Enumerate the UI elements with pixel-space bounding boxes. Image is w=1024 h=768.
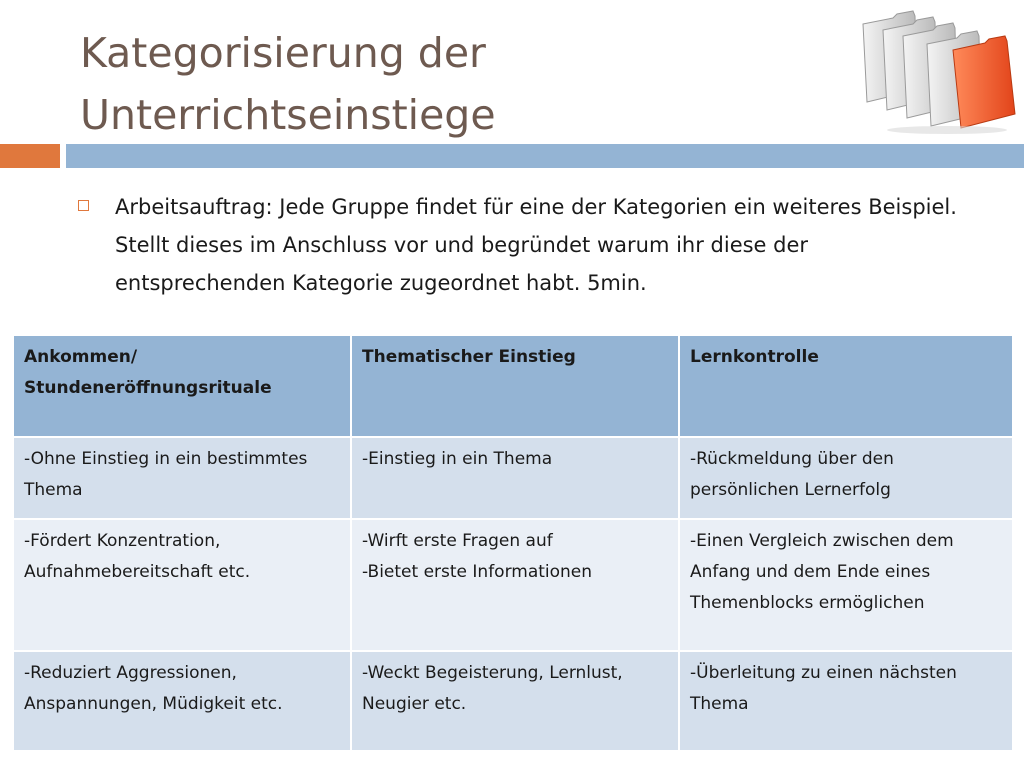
cell-line: -Wirft erste Fragen auf: [362, 531, 553, 551]
table-cell: [351, 437, 679, 519]
cell-line: -Reduziert Aggressionen, Anspannungen, Müdigkeit etc.: [24, 663, 283, 714]
bullet-item: [78, 188, 958, 302]
cell-line: -Einen Vergleich zwischen dem Anfang und dem Ende eines Themenblocks ermöglichen: [690, 531, 954, 613]
slide-title: Kategorisierung der Unterrichtseinstiege: [80, 29, 496, 139]
cell-line: -Bietet erste Informationen: [362, 562, 593, 582]
table-row: [13, 437, 1013, 519]
header-thematischer-einstieg: Thematischer Einstieg: [351, 335, 679, 437]
table-row: [13, 519, 1013, 651]
table-row: [13, 651, 1013, 751]
title-rule: [66, 144, 1024, 168]
cell-line: -Weckt Begeisterung, Lernlust, Neugier etc.: [362, 663, 623, 714]
table-header-row: [13, 335, 1013, 437]
cell-line: -Rückmeldung über den persönlichen Lernerfolg: [690, 449, 894, 500]
cell-line: -Einstieg in ein Thema: [362, 449, 553, 469]
cell-line: -Fördert Konzentration, Aufnahmebereitschaft etc.: [24, 531, 251, 582]
accent-bar: [0, 144, 60, 168]
header-ankommen: Ankommen/ Stundeneröffnungsrituale: [13, 335, 351, 437]
bullet-text: Arbeitsauftrag: Jede Gruppe findet für eine der Kategorien ein weiteres Beispiel. Stellt dieses im Anschluss vor und begründet warum ihr diese der entsprechenden Kategorie zugeordnet habt. 5min.: [115, 195, 957, 295]
table-cell: [13, 437, 351, 519]
table-cell: [679, 651, 1013, 751]
table-cell: [351, 651, 679, 751]
category-table: [12, 334, 1014, 752]
square-bullet-icon: [78, 200, 89, 211]
table-cell: [679, 519, 1013, 651]
cell-line: -Überleitung zu einen nächsten Thema: [690, 663, 957, 714]
table-cell: [13, 651, 351, 751]
folders-icon: [855, 10, 1020, 135]
cell-line: -Ohne Einstieg in ein bestimmtes Thema: [24, 449, 308, 500]
table-cell: [679, 437, 1013, 519]
table-cell: [351, 519, 679, 651]
table-cell: [13, 519, 351, 651]
header-lernkontrolle: Lernkontrolle: [679, 335, 1013, 437]
